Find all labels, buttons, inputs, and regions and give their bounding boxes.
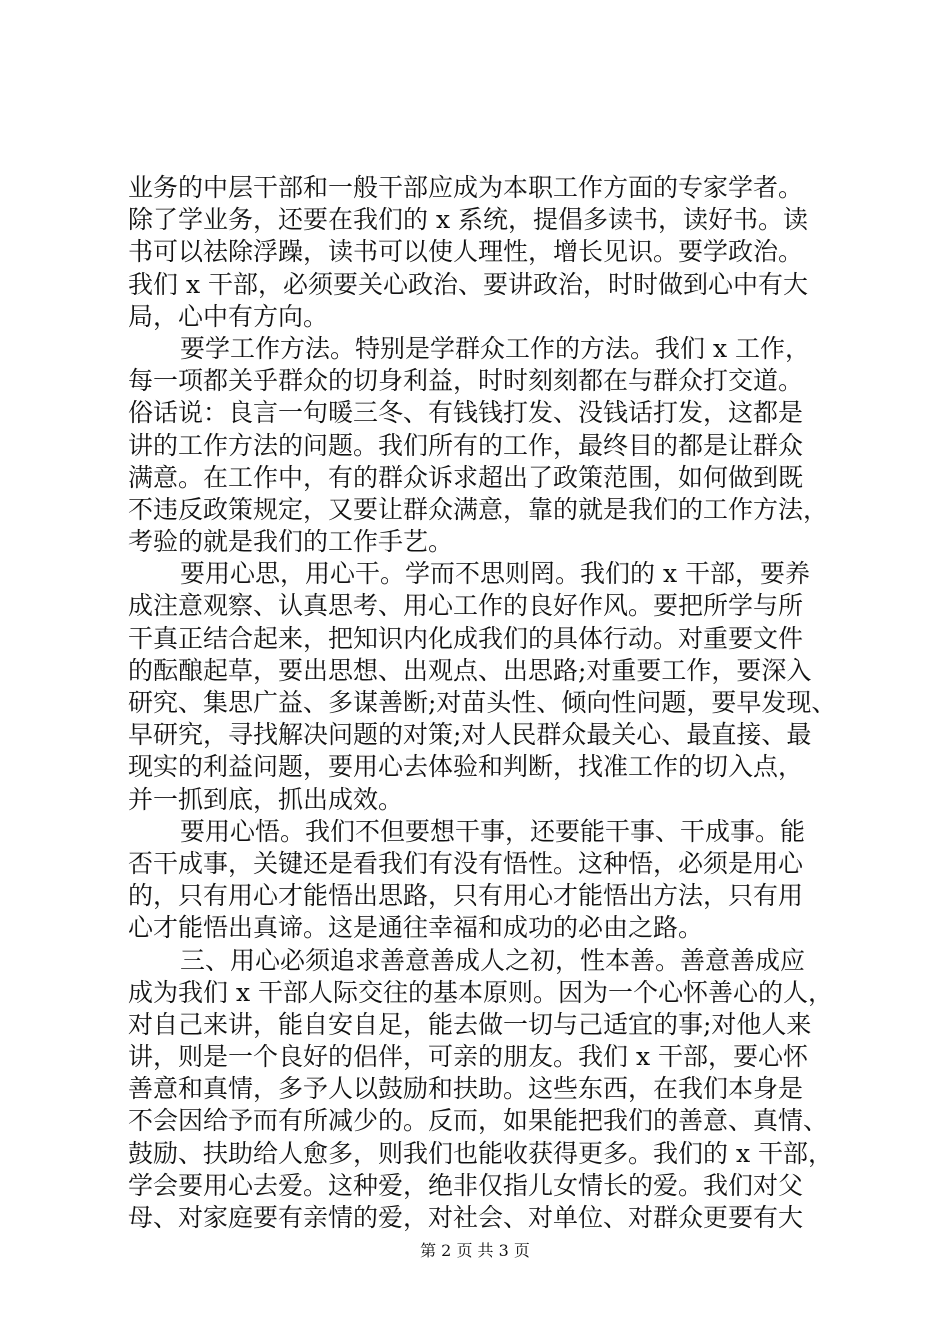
text-line: 考验的就是我们的工作手艺。 — [128, 527, 454, 557]
paragraph-start-line: 要学工作方法。特别是学群众工作的方法。我们 x 工作， — [180, 333, 810, 363]
text-line: 否干成事，关键还是看我们有没有悟性。这种悟，必须是用心 — [128, 848, 804, 878]
text-line: 不会因给予而有所减少的。反而，如果能把我们的善意、真情、 — [128, 1106, 829, 1136]
text-line: 每一项都关乎群众的切身利益，时时刻刻都在与群众打交道。 — [128, 366, 804, 396]
text-line: 书可以祛除浮躁，读书可以使人理性，增长见识。要学政治。 — [128, 237, 804, 267]
text-line: 满意。在工作中，有的群众诉求超出了政策范围，如何做到既 — [128, 462, 804, 492]
text-line: 母、对家庭要有亲情的爱，对社会、对单位、对群众更要有大 — [128, 1203, 804, 1232]
page-footer — [0, 1240, 950, 1262]
text-line: 我们 x 干部，必须要关心政治、要讲政治，时时做到心中有大 — [128, 269, 808, 299]
paragraph-start-line: 要用心悟。我们不但要想干事，还要能干事、干成事。能 — [180, 816, 806, 846]
paragraph-start-line: 三、用心必须追求善意善成人之初，性本善。善意善成应 — [180, 945, 806, 975]
text-line: 除了学业务，还要在我们的 x 系统，提倡多读书，读好书。读 — [128, 205, 808, 235]
text-line: 干真正结合起来，把知识内化成我们的具体行动。对重要文件 — [128, 623, 804, 653]
text-line: 俗话说：良言一句暖三冬、有钱钱打发、没钱话打发，这都是 — [128, 398, 804, 428]
text-line: 鼓励、扶助给人愈多，则我们也能收获得更多。我们的 x 干部， — [128, 1138, 833, 1168]
text-line: 心才能悟出真谛。这是通往幸福和成功的必由之路。 — [128, 913, 704, 943]
paragraph-start-line: 要用心思，用心干。学而不思则罔。我们的 x 干部，要养 — [180, 559, 810, 589]
text-line: 学会要用心去爱。这种爱，绝非仅指儿女情长的爱。我们对父 — [128, 1170, 804, 1200]
text-line: 讲，则是一个良好的侣伴，可亲的朋友。我们 x 干部，要心怀 — [128, 1042, 808, 1072]
text-line: 早研究，寻找解决问题的对策;对人民群众最关心、最直接、最 — [128, 720, 812, 750]
body-text — [128, 172, 840, 1234]
text-line: 对自己来讲，能自安自足，能去做一切与己适宜的事;对他人来 — [128, 1009, 812, 1039]
text-line: 成注意观察、认真思考、用心工作的良好作风。要把所学与所 — [128, 591, 804, 621]
text-line: 不违反政策规定，又要让群众满意，靠的就是我们的工作方法， — [128, 494, 829, 524]
text-line: 业务的中层干部和一般干部应成为本职工作方面的专家学者。 — [128, 173, 804, 202]
text-line: 局，心中有方向。 — [128, 301, 329, 331]
text-line: 的，只有用心才能悟出思路，只有用心才能悟出方法，只有用 — [128, 881, 804, 911]
text-line: 并一抓到底，抓出成效。 — [128, 784, 404, 814]
page-number-label: 第 2 页 共 3 页 — [420, 1241, 530, 1260]
text-line: 讲的工作方法的问题。我们所有的工作，最终目的都是让群众 — [128, 430, 804, 460]
text-line: 成为我们 x 干部人际交往的基本原则。因为一个心怀善心的人， — [128, 977, 833, 1007]
text-line: 研究、集思广益、多谋善断;对苗头性、倾向性问题，要早发现、 — [128, 688, 837, 717]
text-line: 的酝酿起草，要出思想、出观点、出思路;对重要工作，要深入 — [128, 655, 812, 685]
text-line: 善意和真情，多予人以鼓励和扶助。这些东西，在我们本身是 — [128, 1074, 804, 1104]
text-line: 现实的利益问题，要用心去体验和判断，找准工作的切入点， — [128, 752, 804, 782]
